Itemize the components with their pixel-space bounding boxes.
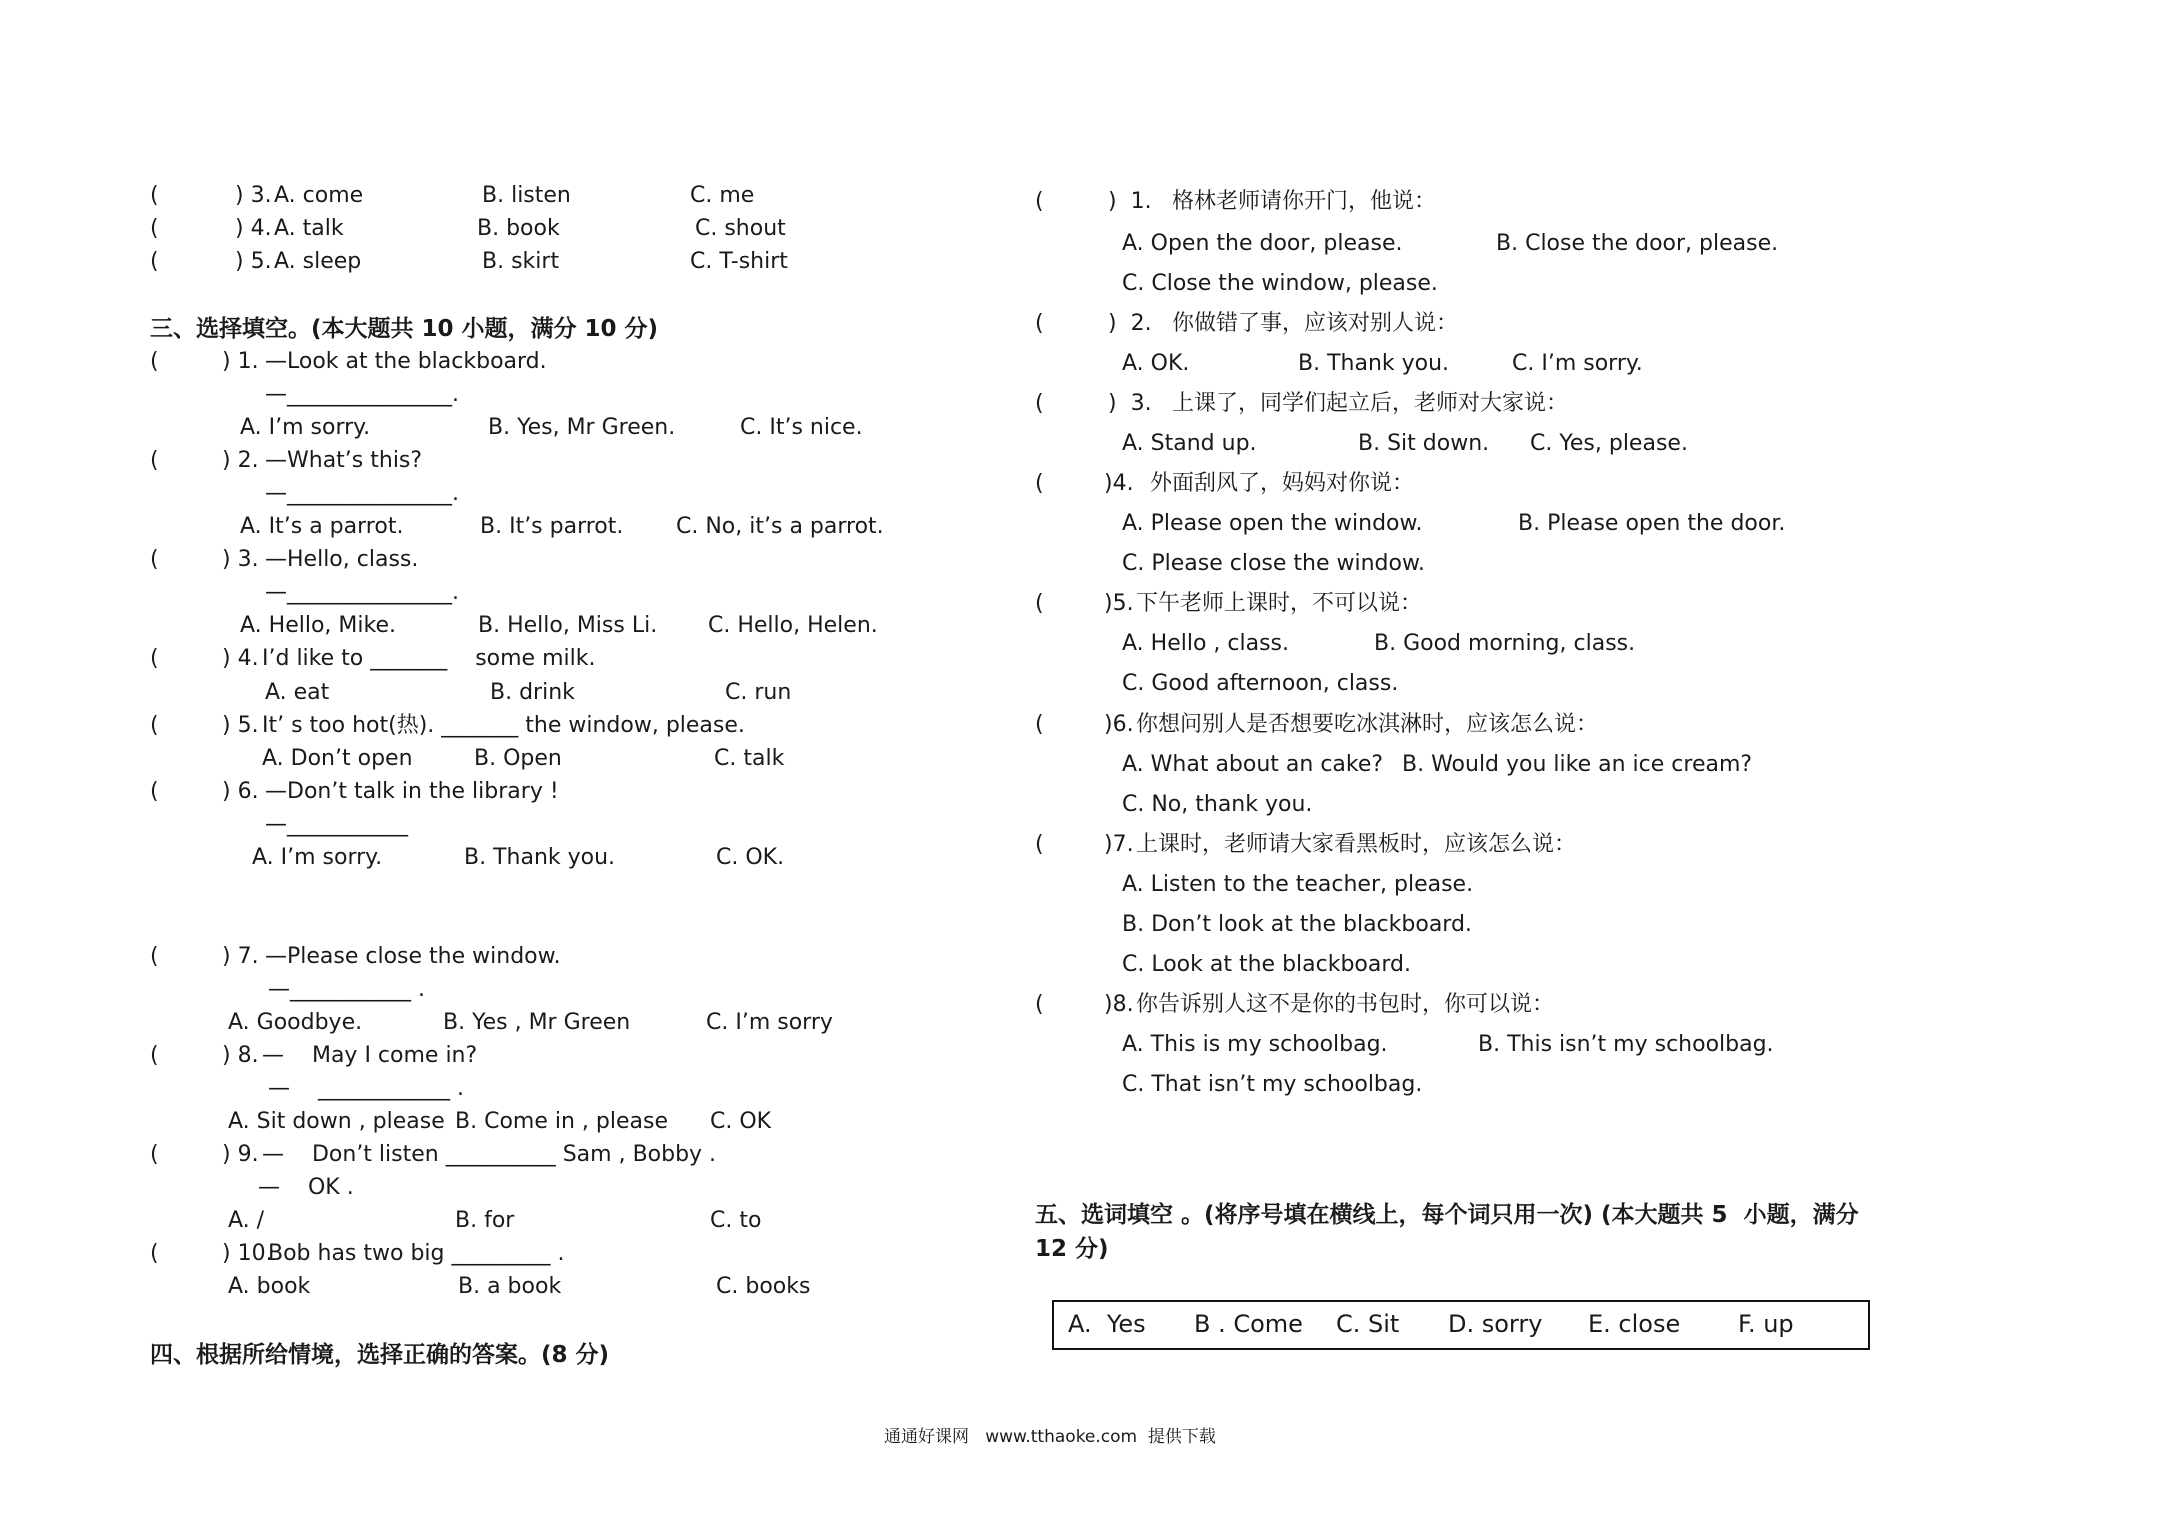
question-prompt: 你想问别人是否想要吃冰淇淋时，应该怎么说： [1136,712,1599,737]
paren-open: ( [150,448,159,473]
paren-open: ( [150,183,159,208]
option-a: A. OK. [1122,351,1190,376]
question-prompt: 外面刮风了，妈妈对你说： [1150,471,1415,496]
answer-blank: —___________ . [268,977,425,1002]
answer-blank: —_______________. [265,481,459,506]
question-prompt: —Please close the window. [265,944,561,969]
word-bank-box [1052,1300,1870,1350]
question-number: ) 2. [222,448,259,473]
paren-open: ( [1035,311,1044,336]
option-a: A. Don’t open [262,746,413,771]
option-b: B. Yes, Mr Green. [488,415,676,440]
option-b: B. Yes , Mr Green [443,1010,631,1035]
section-4-heading: 四、根据所给情境，选择正确的答案。(8 分) [150,1342,610,1368]
question-number: ) 5. [222,713,259,738]
option-a: A. / [228,1208,265,1233]
option-b: B. Good morning, class. [1374,631,1636,656]
question-prompt: —Look at the blackboard. [265,349,547,374]
option-a: A. come [274,183,364,208]
question-prompt: 格林老师请你开门，他说： [1172,189,1437,214]
paren-open: ( [1035,189,1044,214]
question-prompt: — Don’t listen __________ Sam , Bobby . [262,1142,717,1167]
option-a: A. This is my schoolbag. [1122,1032,1388,1057]
option-b: B. Thank you. [1298,351,1450,376]
question-prompt: 你做错了事，应该对别人说： [1172,311,1459,336]
word-option: E. close [1588,1310,1681,1338]
question-prompt: 你告诉别人这不是你的书包时，你可以说： [1136,992,1555,1017]
option-c: C. No, it’s a parrot. [676,514,884,539]
option-b: B. book [477,216,560,241]
section-3-heading: 三、选择填空。(本大题共 10 小题，满分 10 分) [150,316,659,342]
paren-open: ( [150,944,159,969]
question-prompt: 下午老师上课时，不可以说： [1136,591,1423,616]
question-number: )8. [1104,992,1134,1017]
question-prompt: —Don’t talk in the library ! [265,779,559,804]
question-number: )4. [1104,471,1134,496]
paren-open: ( [150,779,159,804]
paren-open: ( [1035,712,1044,737]
option-a: A. I’m sorry. [240,415,371,440]
answer-blank: — ____________ . [268,1076,464,1101]
option-c: C. I’m sorry. [1512,351,1643,376]
option-a: A. Goodbye. [228,1010,363,1035]
question-prompt: Bob has two big _________ . [268,1241,565,1266]
word-option: F. up [1738,1310,1794,1338]
option-b: B. Close the door, please. [1496,231,1779,256]
answer-blank: —___________ [265,812,408,837]
option-b: B. This isn’t my schoolbag. [1478,1032,1774,1057]
option-a: A. Hello, Mike. [240,613,396,638]
option-c: C. Look at the blackboard. [1122,952,1411,977]
option-b: B. Please open the door. [1518,511,1786,536]
option-a: A. eat [265,680,330,705]
option-a: A. book [228,1274,311,1299]
option-c: C. Yes, please. [1530,431,1688,456]
option-b: B. It’s parrot. [480,514,624,539]
paren-open: ( [150,646,159,671]
paren-open: ( [1035,391,1044,416]
question-prompt: 上课时，老师请大家看黑板时，应该怎么说： [1136,832,1577,857]
option-c: C. Please close the window. [1122,551,1425,576]
answer-blank: —_______________. [265,580,459,605]
option-a: A. Hello , class. [1122,631,1289,656]
paren-open: ( [150,713,159,738]
question-number: ) 8. [222,1043,259,1068]
option-a: A. Open the door, please. [1122,231,1403,256]
answer-blank: —_______________. [265,382,459,407]
option-c: C. No, thank you. [1122,792,1313,817]
option-c: C. books [716,1274,811,1299]
paren-open: ( [150,249,159,274]
question-number: ) 3. [1108,391,1152,416]
question-prompt: —Hello, class. [265,547,419,572]
paren-open: ( [150,349,159,374]
question-prompt: It’ s too hot(热). _______ the window, please. [262,713,745,738]
question-number: ) 2. [1108,311,1152,336]
paren-open: ( [150,1043,159,1068]
question-number: )7. [1104,832,1134,857]
option-a: A. I’m sorry. [252,845,383,870]
option-b: B. a book [458,1274,562,1299]
question-number: ) 9. [222,1142,259,1167]
option-b: B. Don’t look at the blackboard. [1122,912,1472,937]
option-c: C. run [725,680,792,705]
option-c: C. me [690,183,755,208]
option-a: A. Please open the window. [1122,511,1423,536]
option-a: A. Stand up. [1122,431,1257,456]
option-a: A. sleep [274,249,362,274]
option-c: C. That isn’t my schoolbag. [1122,1072,1423,1097]
word-option: A. Yes [1068,1310,1146,1338]
option-c: C. Hello, Helen. [708,613,878,638]
paren-open: ( [1035,992,1044,1017]
word-option: C. Sit [1336,1310,1400,1338]
question-number: ) 7. [222,944,259,969]
question-prompt: 上课了，同学们起立后，老师对大家说： [1172,391,1569,416]
option-b: B. Would you like an ice cream? [1402,752,1753,777]
option-a: A. talk [274,216,344,241]
paren-open: ( [1035,591,1044,616]
option-c: C. talk [714,746,785,771]
question-number: ) 5. [235,249,272,274]
option-a: A. Sit down , please [228,1109,445,1134]
paren-open: ( [150,1241,159,1266]
option-a: A. What about an cake? [1122,752,1384,777]
question-number: ) 1. [1108,189,1152,214]
paren-open: ( [1035,471,1044,496]
question-prompt: I’d like to _______ some milk. [262,646,596,671]
option-c: C. I’m sorry [706,1010,833,1035]
question-number: ) 4. [222,646,259,671]
question-prompt: — May I come in? [262,1043,478,1068]
option-c: C. Close the window, please. [1122,271,1438,296]
question-number: ) 3. [235,183,272,208]
question-number: ) 1. [222,349,259,374]
option-c: C. shout [695,216,786,241]
option-c: C. T-shirt [690,249,788,274]
option-a: A. It’s a parrot. [240,514,404,539]
answer-line: — OK . [258,1175,354,1200]
question-number: ) 6. [222,779,259,804]
option-c: C. Good afternoon, class. [1122,671,1399,696]
question-number: ) 3. [222,547,259,572]
option-b: B. Come in , please [455,1109,668,1134]
paren-open: ( [150,216,159,241]
option-c: C. OK. [716,845,785,870]
section-5-heading-cont: 12 分) [1035,1236,1109,1262]
option-c: C. OK [710,1109,772,1134]
option-b: B. Thank you. [464,845,616,870]
option-c: C. It’s nice. [740,415,863,440]
option-b: B. listen [482,183,571,208]
section-5-heading: 五、选词填空 。(将序号填在横线上，每个词只用一次) (本大题共 5 小题，满分 [1035,1202,1859,1228]
option-b: B. drink [490,680,575,705]
question-number: )5. [1104,591,1134,616]
option-b: B. skirt [482,249,560,274]
option-b: B. Open [474,746,562,771]
paren-open: ( [1035,832,1044,857]
option-b: B. Hello, Miss Li. [478,613,658,638]
option-c: C. to [710,1208,762,1233]
page-footer: 通通好课网 www.tthaoke.com 提供下载 [884,1427,1216,1447]
option-a: A. Listen to the teacher, please. [1122,872,1474,897]
option-b: B. Sit down. [1358,431,1490,456]
paren-open: ( [150,1142,159,1167]
word-option: D. sorry [1448,1310,1543,1338]
paren-open: ( [150,547,159,572]
option-b: B. for [455,1208,515,1233]
question-number: ) 10. [222,1241,273,1266]
word-option: B . Come [1194,1310,1303,1338]
question-number: )6. [1104,712,1134,737]
question-number: ) 4. [235,216,272,241]
question-prompt: —What’s this? [265,448,423,473]
